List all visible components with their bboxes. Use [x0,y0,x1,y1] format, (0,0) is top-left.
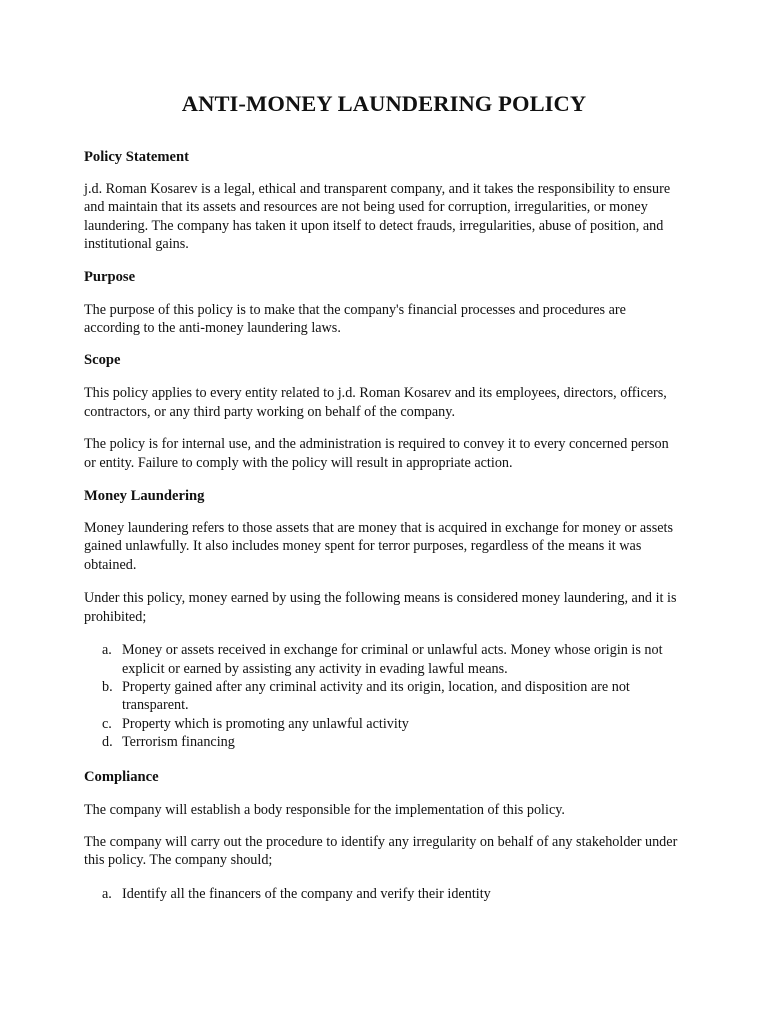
list-item [84,733,684,751]
list-marker: a. [102,642,112,659]
list-item [84,715,684,733]
purpose-paragraph: The purpose of this policy is to make that the company's financial processes and procedures are according to the anti-money laundering laws. [84,301,626,337]
compliance-paragraph-1: The company will establish a body responsible for the implementation of this policy. [84,801,565,818]
list-item [84,641,684,678]
money-laundering-paragraph-1: Money laundering refers to those assets that are money that is acquired in exchange for money or assets gained unlawfully. It also includes money spent for terror purposes, regardless of the means it was obtained. [84,520,673,573]
money-laundering-heading: Money Laundering [84,488,205,505]
policy-statement-paragraph: j.d. Roman Kosarev is a legal, ethical and transparent company, and it takes the responsibility to ensure and maintain that its assets and resources are not being used for corruption, irregularities, or money laundering. The company has taken it upon itself to detect frauds, irregularities, abuse of position, and institutional gains. [84,181,671,253]
prohibited-means-list [84,641,684,751]
list-marker: c. [102,715,112,732]
list-item-text: Money or assets received in exchange for criminal or unlawful acts. Money whose origin is not explicit or earned by assisting any activity in evading lawful means. [122,642,663,677]
list-item-text: Property gained after any criminal activity and its origin, location, and disposition are not transparent. [122,678,630,714]
list-item-text: Identify all the financers of the company and verify their identity [122,885,491,902]
compliance-paragraph-2: The company will carry out the procedure to identify any irregularity on behalf of any stakeholder under this policy. The company should; [84,833,678,869]
list-item-text: Property which is promoting any unlawful activity [122,715,409,732]
list-marker: a. [102,885,112,902]
list-marker: b. [102,678,113,695]
scope-heading: Scope [84,352,121,369]
document-title: ANTI-MONEY LAUNDERING POLICY [181,91,587,116]
list-item-text: Terrorism financing [122,734,235,751]
list-item [84,678,684,715]
compliance-actions-list [84,885,684,903]
scope-paragraph-1: This policy applies to every entity related to j.d. Roman Kosarev and its employees, directors, officers, contractors, or any third party working on behalf of the company. [84,385,667,420]
scope-paragraph-2: The policy is for internal use, and the administration is required to convey it to every concerned person or entity. Failure to comply with the policy will result in appropriate action. [84,436,669,471]
money-laundering-paragraph-2: Under this policy, money earned by using the following means is considered money laundering, and it is prohibited; [84,590,677,625]
list-item [84,885,684,903]
compliance-heading: Compliance [84,768,159,785]
list-marker: d. [102,734,113,751]
purpose-heading: Purpose [84,268,136,285]
policy-statement-heading: Policy Statement [84,149,189,165]
